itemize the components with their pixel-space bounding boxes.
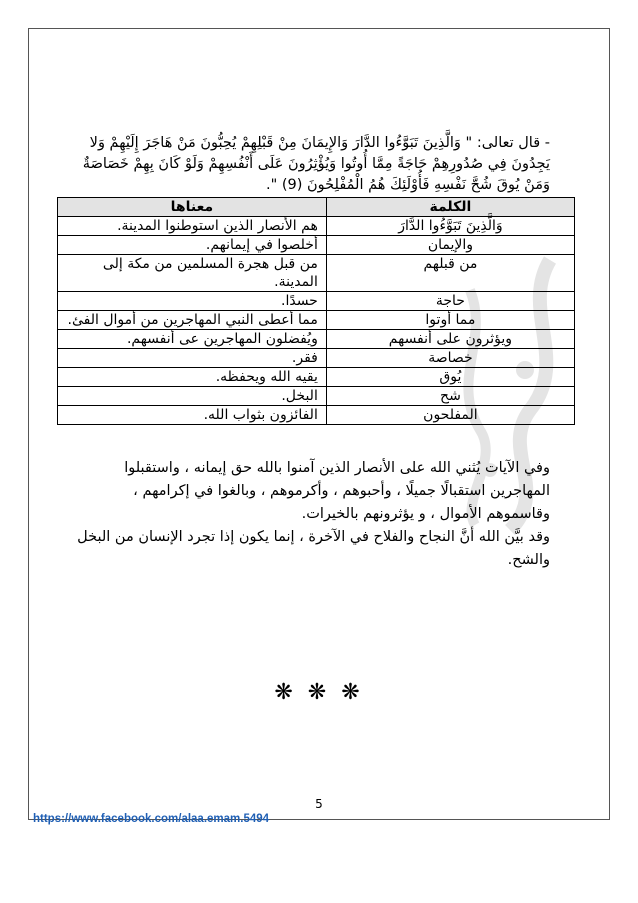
- verse-line-2: يَجِدُونَ فِي صُدُورِهِمْ حَاجَةً مِمَّا أُوتُوا وَيُؤْثِرُونَ عَلَى أَنْفُسِهِمْ وَلَوْ كَانَ بِهِمْ خَصَاصَةٌ: [82, 156, 550, 172]
- commentary-line-3: وقاسموهم الأموال ، و يؤثرونهم بالخيرات.: [301, 506, 550, 522]
- verse-line-1: - قال تعالى: " وَالَّذِينَ تَبَوَّءُوا الدَّارَ وَالإِيمَانَ مِنْ قَبْلِهِمْ يُحِبُّونَ مَنْ هَاجَرَ إِلَيْهِمْ وَلا: [89, 135, 550, 151]
- meaning-cell: يقيه الله ويحفظه.: [58, 368, 327, 387]
- commentary-line-5: والشح.: [507, 552, 550, 568]
- word-cell: من قبلهم: [326, 255, 574, 292]
- separator-stars: ❋ ❋ ❋: [274, 680, 364, 705]
- word-cell: يُوق: [326, 368, 574, 387]
- table-row: [58, 217, 575, 236]
- table-header-row: [58, 198, 575, 217]
- word-cell: المفلحون: [326, 406, 574, 425]
- verse-line-3: وَمَنْ يُوقَ شُحَّ نَفْسِهِ فَأُوْلَئِكَ هُمُ الْمُفْلِحُونَ (9) ".: [265, 177, 550, 193]
- facebook-link[interactable]: https://www.facebook.com/alaa.emam.5494: [33, 813, 270, 825]
- vocabulary-table: [57, 197, 575, 425]
- table-row: [58, 349, 575, 368]
- table-row: [58, 406, 575, 425]
- meaning-cell: البخل.: [58, 387, 327, 406]
- table-row: [58, 236, 575, 255]
- word-cell: وَالَّذِينَ تَبَوَّءُوا الدَّارَ: [326, 217, 574, 236]
- meaning-cell: هم الأنصار الذين استوطنوا المدينة.: [58, 217, 327, 236]
- word-cell: شح: [326, 387, 574, 406]
- meaning-cell: من قبل هجرة المسلمين من مكة إلى المدينة.: [58, 255, 327, 292]
- table-row: [58, 368, 575, 387]
- table-row: [58, 311, 575, 330]
- table-row: [58, 292, 575, 311]
- table-row: [58, 255, 575, 292]
- meaning-cell: فقر.: [58, 349, 327, 368]
- header-meaning: معناها: [58, 198, 327, 217]
- word-cell: مما أوتوا: [326, 311, 574, 330]
- table-row: [58, 387, 575, 406]
- meaning-cell: أخلصوا في إيمانهم.: [58, 236, 327, 255]
- word-cell: حاجة: [326, 292, 574, 311]
- commentary-line-4: وقد بيَّن الله أنَّ النجاح والفلاح في الآخرة ، إنما يكون إذا تجرد الإنسان من البخل: [77, 529, 550, 545]
- meaning-cell: ويُفضلون المهاجرين عى أنفسهم.: [58, 330, 327, 349]
- word-cell: والإيمان: [326, 236, 574, 255]
- word-cell: خصاصة: [326, 349, 574, 368]
- table-row: [58, 330, 575, 349]
- meaning-cell: حسدًا.: [58, 292, 327, 311]
- meaning-cell: الفائزون بثواب الله.: [58, 406, 327, 425]
- word-cell: ويؤثرون على أنفسهم: [326, 330, 574, 349]
- meaning-cell: مما أعطى النبي المهاجرين من أموال الفئ.: [58, 311, 327, 330]
- header-word: الكلمة: [326, 198, 574, 217]
- commentary-line-1: وفي الآيات يُثني الله على الأنصار الذين آمنوا بالله حق إيمانه ، واستقبلوا: [124, 460, 550, 476]
- page-number: 5: [315, 797, 323, 811]
- commentary-line-2: المهاجرين استقبالًا جميلًا ، وأحبوهم ، وأكرموهم ، وبالغوا في إكرامهم ،: [133, 483, 550, 499]
